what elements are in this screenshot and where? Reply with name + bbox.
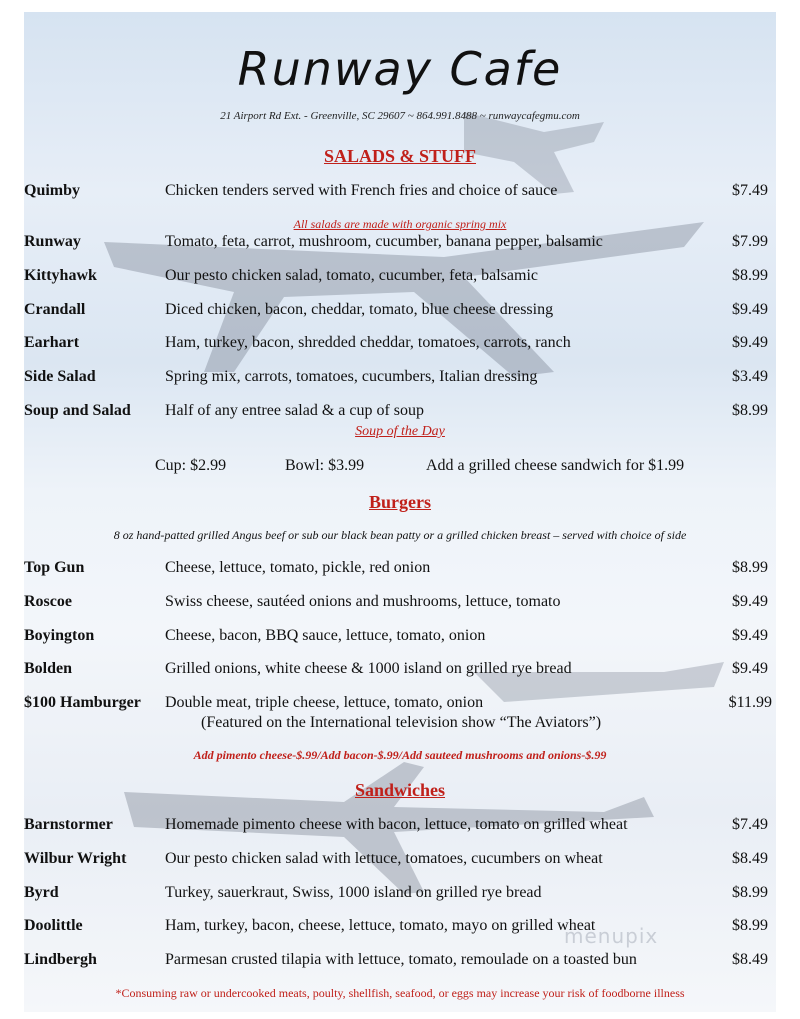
menu-item-row bbox=[24, 301, 776, 323]
watermark: menupix bbox=[564, 924, 659, 948]
menu-item-row bbox=[24, 660, 776, 682]
menu-item-row bbox=[24, 182, 776, 204]
menu-item-row bbox=[24, 334, 776, 356]
item-description: Spring mix, carrots, tomatoes, cucumbers, Italian dressing bbox=[165, 368, 538, 385]
menu-item-row bbox=[24, 233, 776, 255]
burger-addons: Add pimento cheese-$.99/Add bacon-$.99/Add sauteed mushrooms and onions-$.99 bbox=[193, 748, 607, 762]
restaurant-title: Runway Cafe bbox=[237, 42, 563, 96]
menu-item-row bbox=[24, 816, 776, 838]
item-description: Turkey, sauerkraut, Swiss, 1000 island on grilled rye bread bbox=[165, 884, 542, 901]
menu-item-row bbox=[24, 402, 776, 424]
menu-item-row bbox=[24, 694, 776, 738]
item-name: Soup and Salad bbox=[24, 402, 131, 419]
item-price: $9.49 bbox=[732, 334, 768, 351]
menu-item-row bbox=[24, 951, 776, 973]
item-name: Quimby bbox=[24, 182, 81, 199]
menu-item-row bbox=[24, 627, 776, 649]
item-price: $9.49 bbox=[732, 660, 768, 677]
item-price: $8.99 bbox=[732, 267, 768, 284]
item-description: Cheese, bacon, BBQ sauce, lettuce, tomato, onion bbox=[165, 627, 486, 644]
item-name: $100 Hamburger bbox=[24, 694, 141, 711]
item-price: $8.99 bbox=[732, 559, 768, 576]
item-description: Grilled onions, white cheese & 1000 island on grilled rye bread bbox=[165, 660, 572, 677]
section-heading-burgers: Burgers bbox=[369, 492, 431, 512]
item-description: Ham, turkey, bacon, cheese, lettuce, tomato, mayo on grilled wheat bbox=[165, 917, 596, 934]
item-description: Our pesto chicken salad with lettuce, tomatoes, cucumbers on wheat bbox=[165, 850, 603, 867]
item-price: $7.49 bbox=[732, 816, 768, 833]
item-description: Double meat, triple cheese, lettuce, tomato, onion bbox=[165, 694, 484, 711]
item-price: $8.99 bbox=[732, 402, 768, 419]
food-safety-disclaimer: *Consuming raw or undercooked meats, poulty, shellfish, seafood, or eggs may increase your risk of foodborne illness bbox=[115, 986, 685, 1000]
item-description: Chicken tenders served with French fries and choice of sauce bbox=[165, 182, 558, 199]
menu-item-row bbox=[24, 267, 776, 289]
item-description: Half of any entree salad & a cup of soup bbox=[165, 402, 425, 419]
item-name: Kittyhawk bbox=[24, 267, 97, 284]
item-price: $9.49 bbox=[732, 593, 768, 610]
item-name: Roscoe bbox=[24, 593, 72, 610]
item-description: Homemade pimento cheese with bacon, lettuce, tomato on grilled wheat bbox=[165, 816, 628, 833]
menu-item-row bbox=[24, 884, 776, 906]
item-name: Top Gun bbox=[24, 559, 85, 576]
item-name: Wilbur Wright bbox=[24, 850, 127, 867]
item-price: $3.49 bbox=[732, 368, 768, 385]
menu-item-row bbox=[24, 368, 776, 390]
item-description: Ham, turkey, bacon, shredded cheddar, tomatoes, carrots, ranch bbox=[165, 334, 571, 351]
item-name: Boyington bbox=[24, 627, 95, 644]
item-price: $8.49 bbox=[732, 850, 768, 867]
item-price: $8.99 bbox=[732, 884, 768, 901]
item-description: Diced chicken, bacon, cheddar, tomato, blue cheese dressing bbox=[165, 301, 554, 318]
item-name: Byrd bbox=[24, 884, 59, 901]
item-name: Earhart bbox=[24, 334, 80, 351]
soup-of-the-day: Soup of the Day bbox=[355, 424, 445, 439]
item-price: $7.99 bbox=[732, 233, 768, 250]
section-heading-sandwiches: Sandwiches bbox=[354, 780, 446, 800]
item-description: Swiss cheese, sautéed onions and mushrooms, lettuce, tomato bbox=[165, 593, 561, 610]
item-description: Tomato, feta, carrot, mushroom, cucumber, banana pepper, balsamic bbox=[165, 233, 603, 250]
item-feature-note: (Featured on the International television show “The Aviators”) bbox=[201, 714, 602, 731]
address-line: 21 Airport Rd Ext. - Greenville, SC 29607 ~ 864.991.8488 ~ runwaycafegmu.com bbox=[220, 110, 580, 122]
item-name: Runway bbox=[24, 233, 81, 250]
organic-note: All salads are made with organic spring mix bbox=[293, 217, 507, 231]
menu-item-row bbox=[24, 917, 776, 939]
section-heading-salads: SALADS & STUFF bbox=[323, 146, 477, 166]
menu-item-row bbox=[24, 559, 776, 581]
soup-bowl-price: Bowl: $3.99 bbox=[285, 457, 365, 474]
soup-cup-price: Cup: $2.99 bbox=[155, 457, 227, 474]
item-price: $9.49 bbox=[732, 627, 768, 644]
item-price: $11.99 bbox=[728, 694, 772, 711]
item-description: Our pesto chicken salad, tomato, cucumber, feta, balsamic bbox=[165, 267, 538, 284]
item-name: Crandall bbox=[24, 301, 86, 318]
item-name: Barnstormer bbox=[24, 816, 113, 833]
grilled-cheese-addon: Add a grilled cheese sandwich for $1.99 bbox=[426, 457, 685, 474]
item-price: $7.49 bbox=[732, 182, 768, 199]
item-description: Parmesan crusted tilapia with lettuce, tomato, remoulade on a toasted bun bbox=[165, 951, 637, 968]
item-price: $8.49 bbox=[732, 951, 768, 968]
menu-item-row bbox=[24, 593, 776, 615]
menu-item-row bbox=[24, 850, 776, 872]
item-price: $9.49 bbox=[732, 301, 768, 318]
item-description: Cheese, lettuce, tomato, pickle, red onion bbox=[165, 559, 431, 576]
item-name: Doolittle bbox=[24, 917, 83, 934]
menu-page bbox=[24, 12, 776, 1012]
item-name: Lindbergh bbox=[24, 951, 97, 968]
item-name: Side Salad bbox=[24, 368, 96, 385]
item-price: $8.99 bbox=[732, 917, 768, 934]
burgers-intro: 8 oz hand-patted grilled Angus beef or sub our black bean patty or a grilled chicken breast – served with choice of side bbox=[113, 528, 687, 542]
item-name: Bolden bbox=[24, 660, 73, 677]
